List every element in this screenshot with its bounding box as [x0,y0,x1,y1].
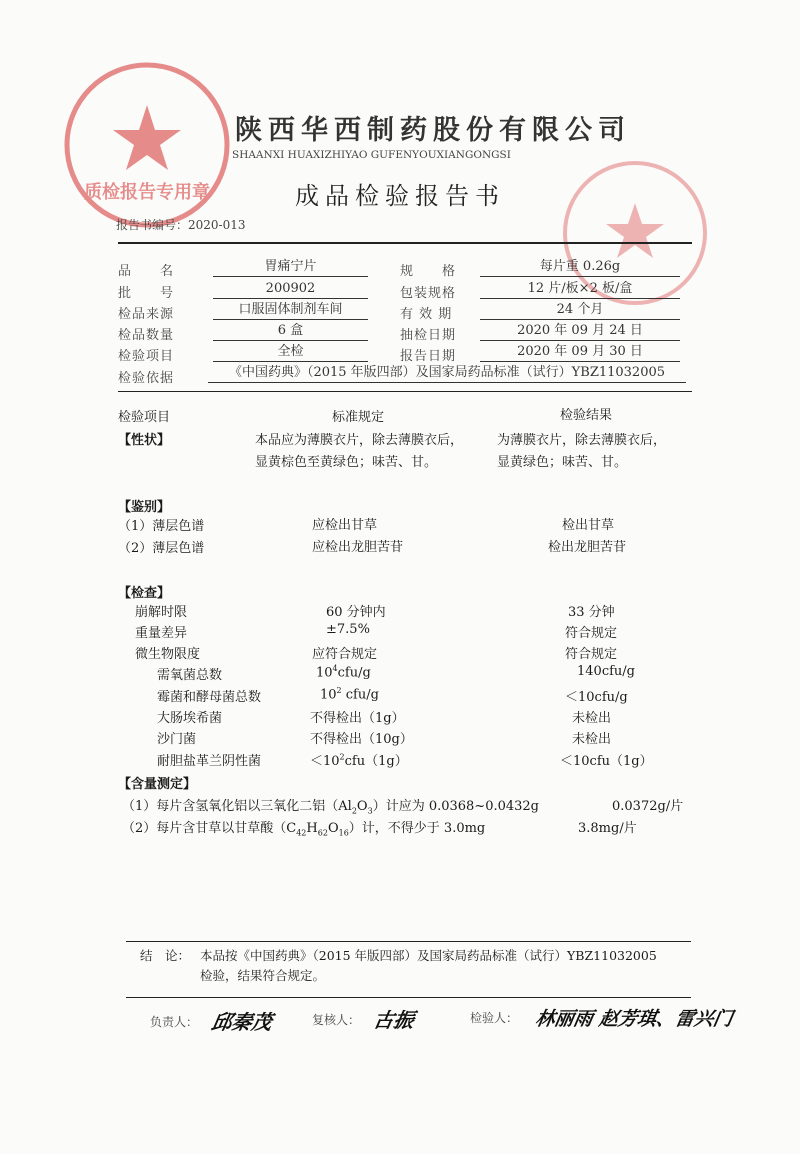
ident-1-name: （1）薄层色谱 [118,519,205,534]
company-name: 陕西华西制药股份有限公司 [235,115,631,146]
inspect-3-name: 微生物限度 [135,647,201,662]
report-number [116,216,246,233]
micro-1-std [316,664,371,680]
appearance-result-line2: 显黄绿色；味苦、甘。 [497,455,628,470]
ident-2-std: 应检出龙胆苦苷 [312,540,404,555]
source-label: 检品来源 [118,307,175,322]
basis-label: 检验依据 [118,371,175,386]
micro-1-result: 140cfu/g [577,664,635,679]
validity-value: 24 个月 [480,301,680,320]
quantity-value: 6 盒 [213,322,368,341]
section-inspection: 【检查】 [118,586,171,601]
ident-1-result: 检出甘草 [562,518,615,533]
assay-2-text-c: O [327,821,339,836]
micro-2-std-exp: 2 [336,686,342,695]
micro-1-name: 需氧菌总数 [157,668,223,683]
responsible-signature: 邱秦茂 [209,1010,274,1034]
inspect-2-name: 重量差异 [135,626,188,641]
micro-5-std [310,750,408,769]
section-appearance: 【性状】 [118,433,171,448]
col-header-standard: 标准规定 [332,410,385,425]
micro-2-name: 霉菌和酵母菌总数 [157,690,262,705]
test-item-label: 检验项目 [118,349,175,364]
col-header-item: 检验项目 [118,410,171,425]
conclusion-label: 结 论： [140,948,191,963]
inspector-label: 检验人： [470,1011,519,1025]
assay-2-sub2: 62 [317,828,328,838]
assay-1-text-c: ）计应为 0.0368~0.0432g [372,799,540,814]
assay-1-result: 0.0372g/片 [612,799,684,814]
assay-2-text-a: （2）每片含甘草以甘草酸（C [122,821,297,836]
micro-4-std: 不得检出（10g） [310,732,413,747]
micro-5-std-unit: cfu（1g） [344,754,408,769]
inspect-2-result: 符合规定 [565,626,618,641]
assay-2-text-d: ）计，不得少于 3.0mg [348,821,486,836]
section-assay: 【含量测定】 [118,777,197,792]
seal-inner-text: 质检报告专用章 [84,182,210,203]
quality-seal-left [62,60,232,230]
micro-5-std-base: ＜10 [310,754,340,769]
reviewer-signature: 古振 [371,1008,416,1032]
reviewer-label: 复核人： [312,1013,361,1027]
validity-label: 有 效 期 [400,307,453,322]
inspect-1-std: 60 分钟内 [326,605,386,620]
spec-value: 每片重 0.26g [480,258,680,277]
micro-1-std-unit: cfu/g [337,665,371,681]
micro-2-std-unit: cfu/g [341,687,379,703]
micro-2-std [320,686,379,702]
product-label: 品 名 [118,264,175,279]
conclusion-bottom-divider [126,997,691,998]
appearance-result-line1: 为薄膜衣片，除去薄膜衣后， [497,433,667,448]
micro-2-std-base: 10 [320,687,337,703]
report-number-value: 2020-013 [188,218,246,232]
micro-3-result: 未检出 [572,711,612,726]
ident-2-name: （2）薄层色谱 [118,541,205,556]
micro-5-std-exp: 2 [339,752,345,762]
pack-label: 包装规格 [400,286,457,301]
basis-value: 《中国药典》（2015 年版四部）及国家局药品标准（试行）YBZ11032005 [208,364,686,383]
conclusion-top-divider [126,941,691,942]
assay-1-text-a: （1）每片含氢氧化铝以三氧化二铝（Al [122,799,352,814]
assay-1-sub2: 3 [367,806,373,816]
micro-3-std: 不得检出（1g） [310,711,405,726]
micro-2-result: ＜10cfu/g [565,690,628,705]
inspect-3-std: 应符合规定 [312,647,378,662]
assay-2-sub1: 42 [296,828,307,838]
appearance-std-line1: 本品应为薄膜衣片，除去薄膜衣后， [255,433,464,448]
micro-3-name: 大肠埃希菌 [157,711,223,726]
micro-5-result: ＜10cfu（1g） [560,754,653,769]
col-header-result: 检验结果 [560,408,613,423]
source-value: 口服固体制剂车间 [213,301,368,320]
micro-4-name: 沙门菌 [157,732,197,747]
inspect-3-result: 符合规定 [565,647,618,662]
conclusion-line1: 本品按《中国药典》（2015 年版四部）及国家局药品标准（试行）YBZ11032005 [200,948,657,963]
section-identification: 【鉴别】 [118,500,171,515]
report-number-label: 报告书编号： [116,218,189,232]
info-divider [118,391,692,392]
assay-2-sub3: 16 [338,828,349,838]
conclusion-line2: 检验，结果符合规定。 [200,968,326,983]
assay-1-text-b: O [356,799,368,814]
assay-2-std [122,817,485,838]
report-date-value: 2020 年 09 月 30 日 [480,343,680,362]
inspect-1-result: 33 分钟 [568,605,615,620]
micro-1-std-base: 10 [316,665,333,681]
sample-date-value: 2020 年 09 月 24 日 [480,322,680,341]
inspect-2-std: ±7.5% [326,622,370,637]
company-name-english: SHAANXI HUAXIZHIYAO GUFENYOUXIANGONGSI [232,149,511,161]
micro-4-result: 未检出 [572,732,612,747]
report-title: 成品检验报告书 [295,182,505,210]
assay-2-text-b: H [306,821,318,836]
batch-value: 200902 [213,280,368,299]
spec-label: 规 格 [400,264,457,279]
report-date-label: 报告日期 [400,349,457,364]
inspector-signatures: 林丽雨 赵芳琪、雷兴门 [533,1008,735,1030]
sample-date-label: 抽检日期 [400,328,457,343]
inspect-1-name: 崩解时限 [135,605,188,620]
assay-1-std [122,795,539,816]
pack-value: 12 片/板×2 板/盒 [480,280,680,299]
product-value: 胃痛宁片 [213,258,368,277]
batch-label: 批 号 [118,286,175,301]
quantity-label: 检品数量 [118,328,175,343]
micro-5-name: 耐胆盐革兰阴性菌 [157,754,262,769]
micro-1-std-exp: 4 [332,664,338,673]
assay-2-result: 3.8mg/片 [578,821,637,836]
test-item-value: 全检 [213,343,368,362]
header-divider [118,242,692,244]
responsible-label: 负责人： [150,1015,199,1029]
appearance-std-line2: 显黄棕色至黄绿色；味苦、甘。 [255,455,438,470]
ident-1-std: 应检出甘草 [312,518,378,533]
assay-1-sub1: 2 [351,806,357,816]
ident-2-result: 检出龙胆苦苷 [548,540,627,555]
